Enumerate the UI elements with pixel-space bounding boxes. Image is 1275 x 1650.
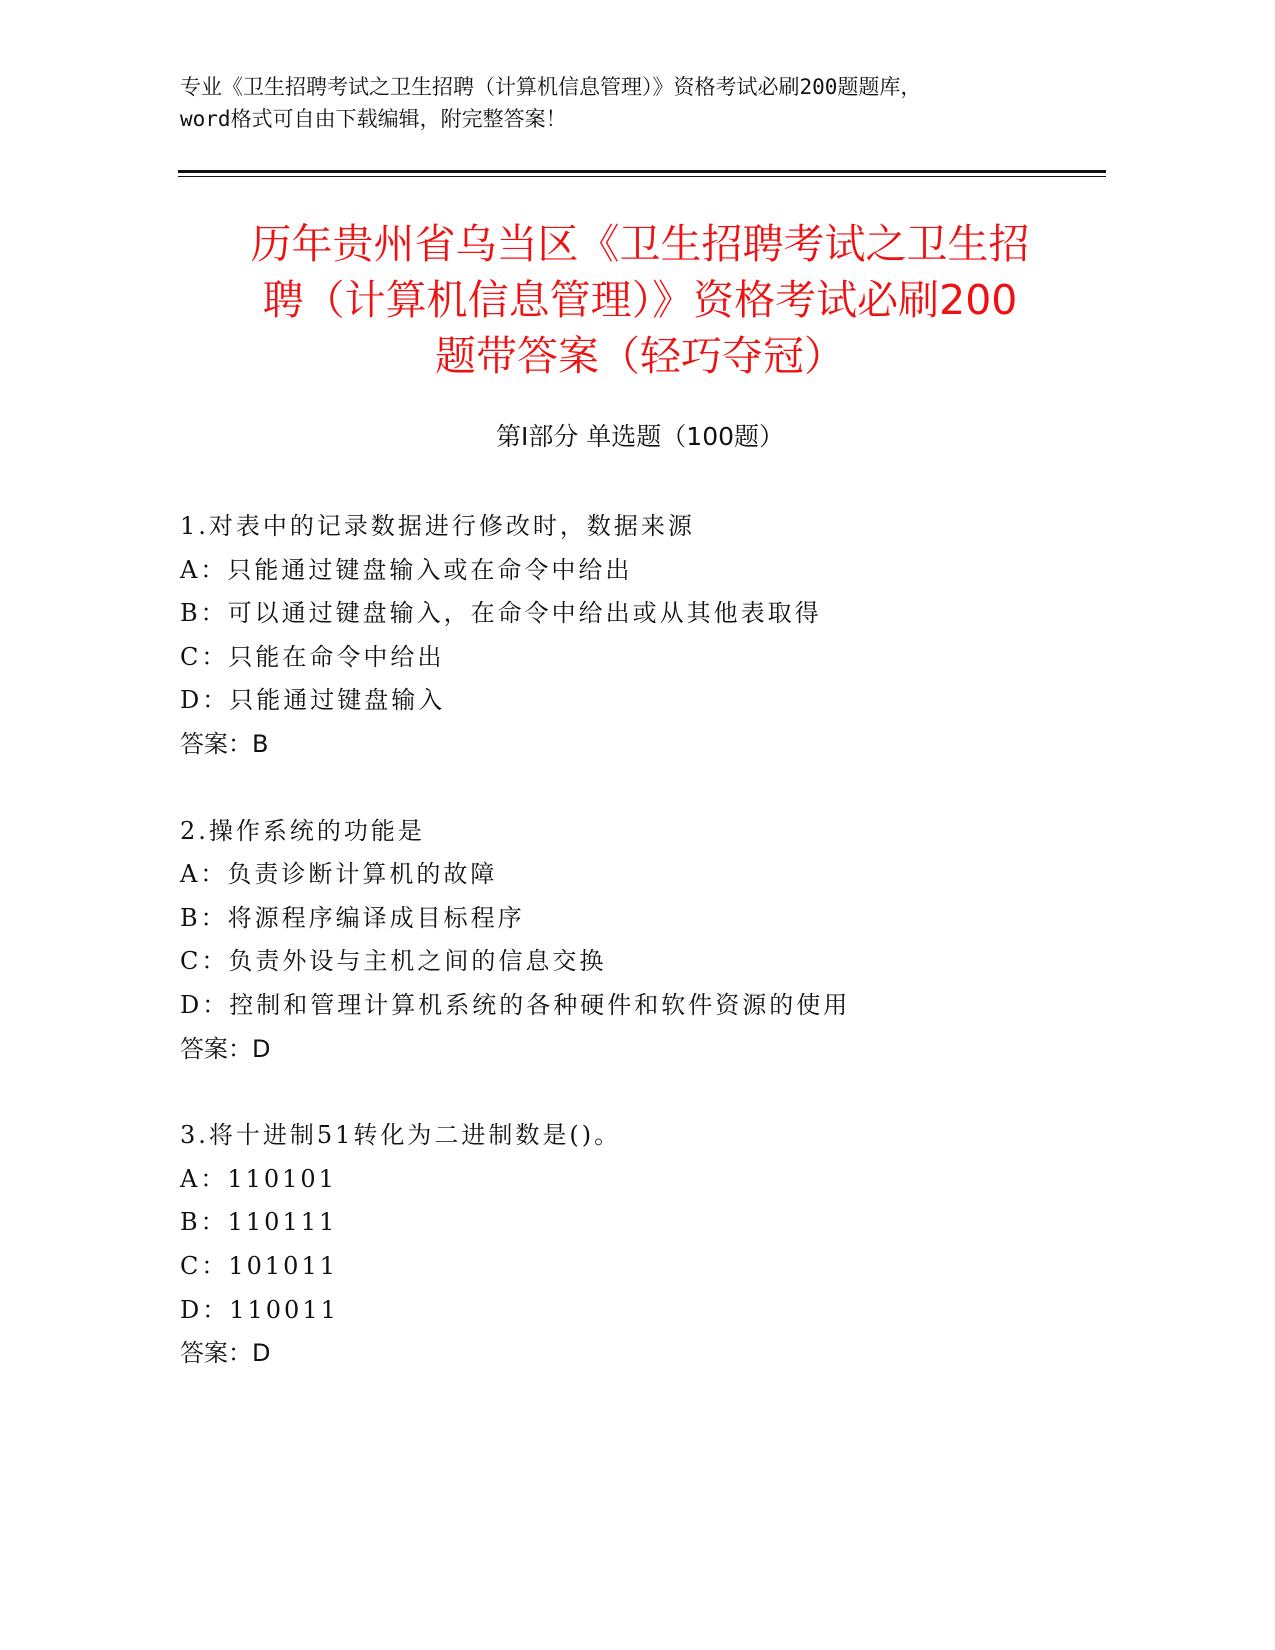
title-line-3: 题带答案（轻巧夺冠）	[435, 332, 845, 380]
document-title	[180, 216, 1100, 384]
option-c: C：只能在命令中给出	[180, 642, 445, 671]
option-b: B：可以通过键盘输入，在命令中给出或从其他表取得	[180, 599, 822, 628]
option-d: D：控制和管理计算机系统的各种硬件和软件资源的使用	[180, 990, 851, 1019]
answer-line: 答案：D	[180, 1339, 271, 1368]
question-stem: 1.对表中的记录数据进行修改时，数据来源	[180, 512, 695, 540]
header-divider-thin	[178, 176, 1106, 177]
question-1	[180, 505, 1080, 767]
section-heading: 第Ⅰ部分 单选题（100题）	[495, 422, 785, 451]
option-b: B：将源程序编译成目标程序	[180, 903, 525, 932]
option-c: C：负责外设与主机之间的信息交换	[180, 947, 607, 976]
option-a: A：只能通过键盘输入或在命令中给出	[180, 555, 633, 584]
header-line-1: 专业《卫生招聘考试之卫生招聘（计算机信息管理）》资格考试必刷200题题库，	[180, 75, 922, 99]
header-line-2: word格式可自由下载编辑，附完整答案！	[180, 107, 567, 131]
option-d: D：110011	[180, 1295, 339, 1324]
header-divider-thick	[178, 170, 1106, 173]
document-header-note	[180, 71, 1110, 135]
option-d: D：只能通过键盘输入	[180, 686, 446, 715]
option-a: A：负责诊断计算机的故障	[180, 860, 498, 889]
option-c: C：101011	[180, 1251, 338, 1280]
question-3	[180, 1114, 1080, 1376]
answer-line: 答案：D	[180, 1034, 271, 1063]
option-b: B：110111	[180, 1208, 338, 1237]
question-stem: 2.操作系统的功能是	[180, 816, 425, 845]
question-list	[180, 505, 1080, 1419]
question-2	[180, 810, 1080, 1072]
option-a: A：110101	[180, 1164, 337, 1193]
answer-line: 答案：B	[180, 729, 269, 758]
title-line-2: 聘（计算机信息管理）》资格考试必刷200	[262, 276, 1018, 324]
question-stem: 3.将十进制51转化为二进制数是()。	[180, 1121, 622, 1150]
title-line-1: 历年贵州省乌当区《卫生招聘考试之卫生招	[250, 220, 1030, 268]
